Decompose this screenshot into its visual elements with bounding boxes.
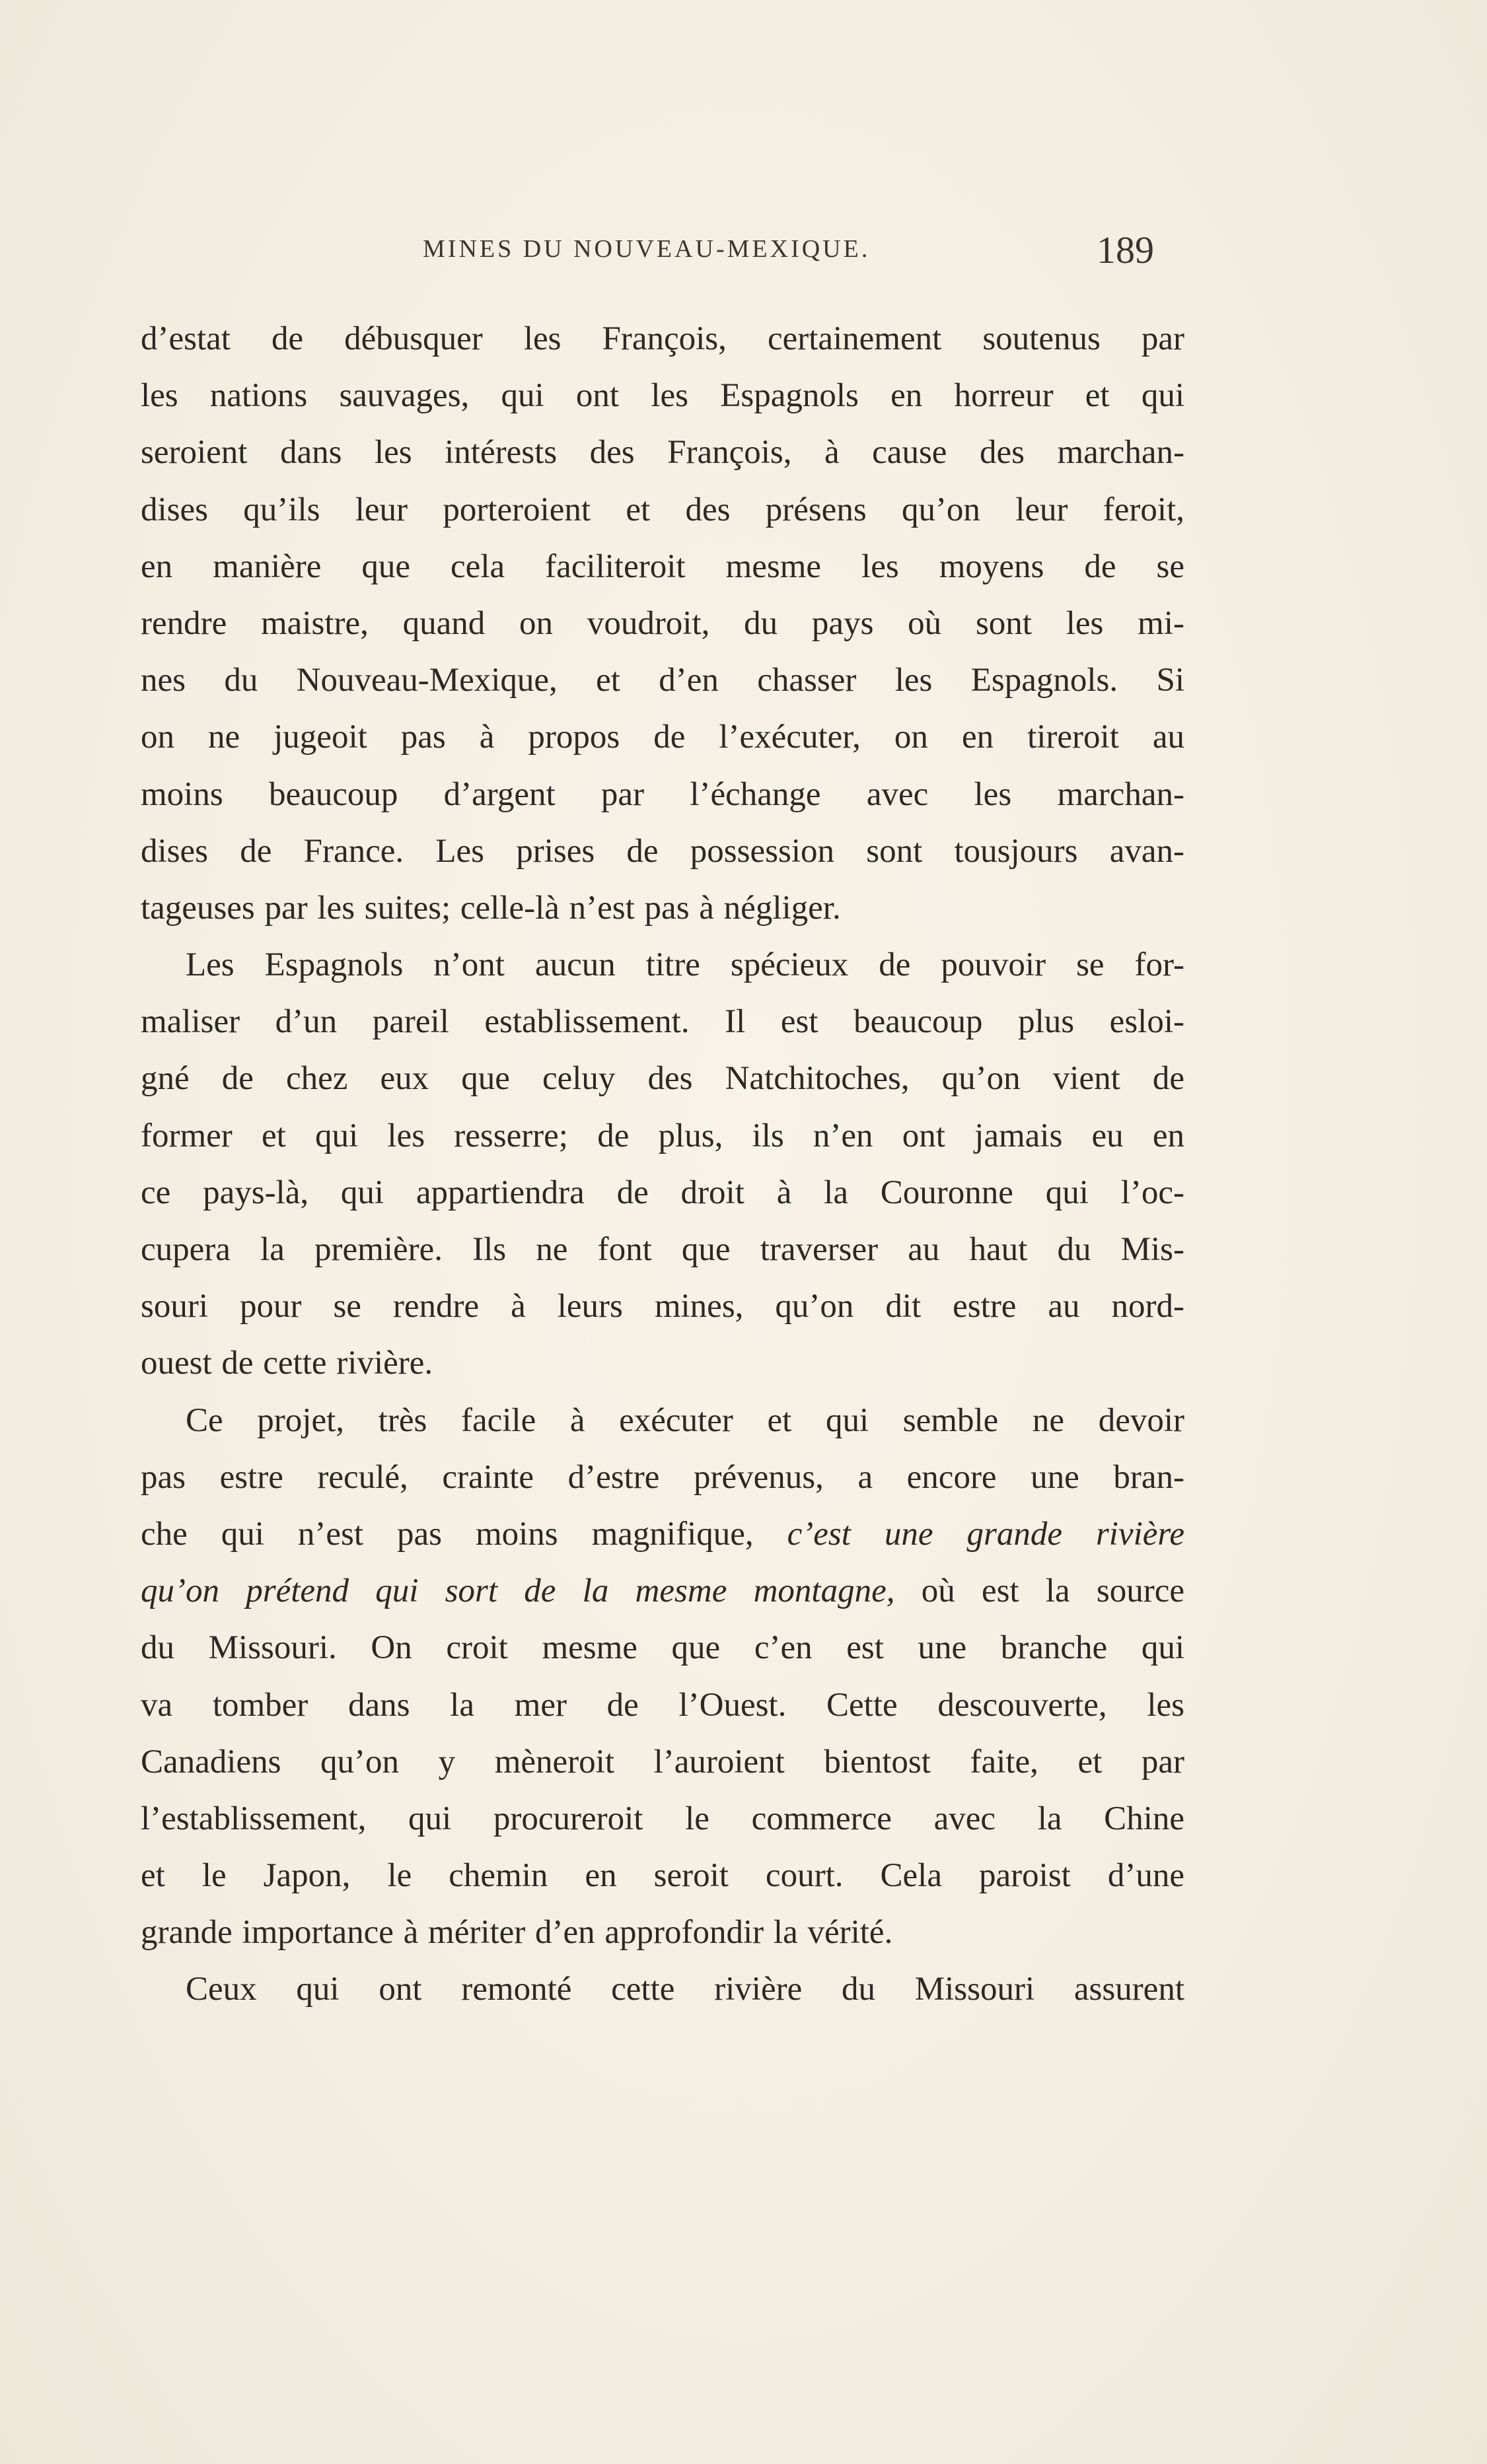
text-line: nes du Nouveau-Mexique, et d’en chasser les Espagnols. Si — [141, 662, 1184, 699]
text-line: dises de France. Les prises de possession sont tousjours avan- — [141, 832, 1184, 870]
paragraph-start-line: Ce projet, très facile à exécuter et qui semble ne devoir — [186, 1401, 1184, 1439]
text-line: maliser d’un pareil establissement. Il est beaucoup plus esloi- — [141, 1003, 1184, 1041]
italic-text-segment: qu’on prétend qui sort de la mesme montagne, — [141, 1572, 895, 1610]
body-text — [141, 310, 1184, 2018]
text-line: on ne jugeoit pas à propos de l’exécuter, on en tireroit au — [141, 719, 1184, 756]
text-line: va tomber dans la mer de l’Ouest. Cette descouverte, les — [141, 1686, 1184, 1724]
running-title: MINES DU NOUVEAU-MEXIQUE. — [423, 235, 871, 263]
text-line: seroient dans les intérests des François, à cause des marchan- — [141, 434, 1184, 472]
text-line-with-italic — [141, 1506, 1184, 1563]
text-line: gné de chez eux que celuy des Natchitoches, qu’on vient de — [141, 1060, 1184, 1098]
text-line: former et qui les resserre; de plus, ils n’en ont jamais eu en — [141, 1117, 1184, 1154]
text-line: grande importance à mériter d’en approfondir la vérité. — [141, 1914, 893, 1952]
text-segment: où est la source — [894, 1572, 1184, 1610]
text-line: tageuses par les suites; celle-là n’est pas à négliger. — [141, 889, 841, 927]
text-line: d’estat de débusquer les François, certainement soutenus par — [141, 320, 1184, 357]
text-line: dises qu’ils leur porteroient et des présens qu’on leur feroit, — [141, 491, 1184, 528]
text-line: l’establissement, qui procureroit le commerce avec la Chine — [141, 1800, 1184, 1837]
paragraph-start-line: Ceux qui ont remonté cette rivière du Missouri assurent — [186, 1971, 1184, 2008]
text-line: du Missouri. On croit mesme que c’en est une branche qui — [141, 1629, 1184, 1667]
text-line: pas estre reculé, crainte d’estre prévenus, a encore une bran- — [141, 1458, 1184, 1496]
italic-text-segment: c’est une grande rivière — [787, 1515, 1184, 1553]
running-head — [0, 229, 1487, 274]
text-line: moins beaucoup d’argent par l’échange avec les marchan- — [141, 775, 1184, 813]
text-line: ce pays-là, qui appartiendra de droit à la Couronne qui l’oc- — [141, 1174, 1184, 1211]
text-line: Canadiens qu’on y mèneroit l’auroient bientost faite, et par — [141, 1743, 1184, 1780]
text-line: cupera la première. Ils ne font que traverser au haut du Mis- — [141, 1231, 1184, 1268]
text-line: les nations sauvages, qui ont les Espagnols en horreur et qui — [141, 377, 1184, 415]
paragraph-start-line: Les Espagnols n’ont aucun titre spécieux de pouvoir se for- — [186, 946, 1184, 984]
text-line-with-italic — [141, 1563, 1184, 1619]
text-line: rendre maistre, quand on voudroit, du pays où sont les mi- — [141, 604, 1184, 642]
text-segment: che qui n’est pas moins magnifique, — [141, 1515, 787, 1553]
text-line: ouest de cette rivière. — [141, 1345, 433, 1382]
page-number: 189 — [1097, 229, 1154, 271]
text-line: et le Japon, le chemin en seroit court. Cela paroist d’une — [141, 1857, 1184, 1895]
text-line: en manière que cela faciliteroit mesme les moyens de se — [141, 547, 1184, 585]
text-line: souri pour se rendre à leurs mines, qu’on dit estre au nord- — [141, 1288, 1184, 1325]
